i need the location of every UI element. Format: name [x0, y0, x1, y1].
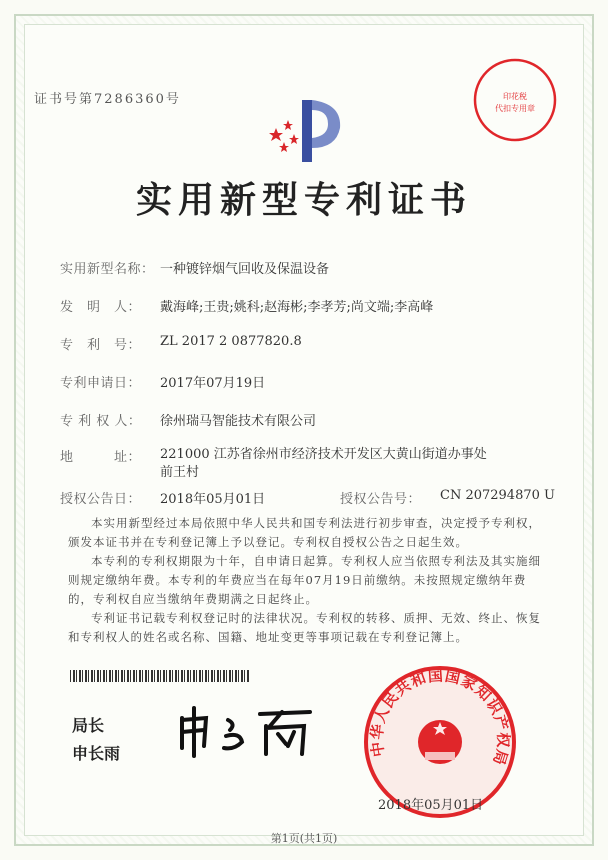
- svg-text:代扣专用章: 代扣专用章: [495, 104, 535, 113]
- field-value: 徐州瑞马智能技术有限公司: [160, 414, 317, 429]
- page-indicator: 第1页(共1页): [270, 832, 338, 845]
- field-label: 专 利 号：: [60, 338, 142, 353]
- field-value: 2018年05月01日: [160, 492, 266, 507]
- field-value: CN 207294870 U: [440, 488, 555, 503]
- field-application-date: [60, 372, 265, 391]
- seal-date: 2018年05月01日: [378, 798, 484, 813]
- handwritten-signature: [170, 700, 320, 760]
- certificate-statement: [68, 514, 546, 647]
- field-value: ZL 2017 2 0877820.8: [160, 334, 302, 349]
- signatory: [72, 712, 120, 768]
- field-value: 2017年07月19日: [160, 376, 266, 391]
- field-patent-number: [60, 334, 302, 353]
- signatory-name: 申长雨: [72, 744, 121, 763]
- svg-text:印花税: 印花税: [503, 92, 527, 101]
- field-value: 戴海峰;王贵;姚科;赵海彬;李孝芳;尚文端;李高峰: [160, 300, 434, 315]
- paragraph: 专利证书记载专利权登记时的法律状况。专利权的转移、质押、无效、终止、恢复和专利权人的姓名或名称、国籍、地址变更等事项记载在专利登记簿上。: [68, 611, 541, 644]
- field-label: 发 明 人：: [60, 300, 142, 315]
- field-inventors: [60, 296, 433, 315]
- signatory-title: 局长: [72, 716, 105, 735]
- field-label: 授权公告号：: [340, 492, 422, 507]
- field-grant-number: [340, 488, 555, 507]
- barcode: [70, 670, 250, 682]
- field-grant-date: [60, 488, 265, 507]
- svg-text:中华人民共和国国家知识产权局: 中华人民共和国国家知识产权局: [367, 666, 513, 768]
- paragraph: 本专利的专利权期限为十年，自申请日起算。专利权人应当依照专利法及其实施细则规定缴纳年费。本专利的年费应当在每年07月19日前缴纳。未按照规定缴纳年费的，专利权自应当缴纳年费期满之日起终止。: [68, 554, 541, 606]
- field-label: 专 利 权 人：: [60, 414, 142, 429]
- field-label: 实用新型名称：: [60, 262, 155, 277]
- field-patentee: [60, 410, 316, 429]
- field-label: 地 址：: [60, 450, 142, 465]
- field-label: 授权公告日：: [60, 492, 142, 507]
- field-address: [60, 446, 490, 482]
- certificate-number: 证书号第7286360号: [34, 92, 181, 107]
- field-label: 专利申请日：: [60, 376, 142, 391]
- certificate-title: 实用新型专利证书: [135, 179, 472, 221]
- field-value: 一种镀锌烟气回收及保温设备: [160, 262, 330, 277]
- field-utility-model-name: [60, 258, 329, 277]
- cnipa-logo: [262, 92, 348, 170]
- paragraph: 本实用新型经过本局依照中华人民共和国专利法进行初步审查，决定授予专利权，颁发本证书并在专利登记簿上予以登记。专利权自授权公告之日起生效。: [68, 516, 541, 549]
- field-value: 221000 江苏省徐州市经济技术开发区大黄山街道办事处前王村: [160, 447, 487, 480]
- tax-seal: [470, 55, 560, 145]
